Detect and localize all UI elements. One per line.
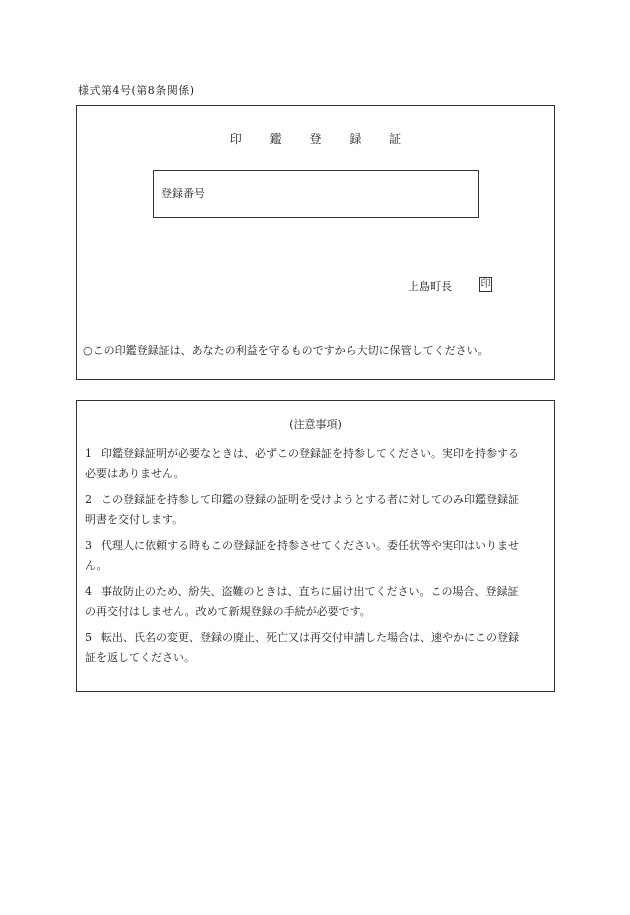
note-number: 1 [85, 447, 92, 460]
note-text [85, 444, 551, 484]
note-line: の再交付はしません。改めて新規登録の手続が必要です。 [85, 605, 371, 618]
registration-number-box [153, 170, 479, 218]
notes-box [76, 400, 555, 692]
note-item [85, 536, 551, 576]
note-text [85, 490, 551, 530]
note-text [85, 628, 551, 668]
note-line: 必要はありません。 [85, 467, 185, 480]
seal-stamp-box: 印 [480, 279, 491, 290]
note-number: 2 [85, 493, 92, 506]
title-char: 登 [309, 132, 322, 146]
title-char: 印 [229, 132, 242, 146]
note-item [85, 444, 551, 484]
note-item [85, 628, 551, 668]
note-number: 4 [85, 585, 92, 598]
card-title [77, 130, 554, 147]
note-number: 5 [85, 631, 92, 644]
note-text [85, 536, 551, 576]
note-item [85, 490, 551, 530]
note-line: この登録証を持参して印鑑の登録の証明を受けようとする者に対してのみ印鑑登録証 [101, 493, 519, 506]
note-number: 3 [85, 539, 92, 552]
note-line: 代理人に依頼する時もこの登録証を持参させてください。委任状等や実印はいりませ [101, 539, 519, 552]
note-item [85, 582, 551, 622]
note-line: 転出、氏名の変更、登録の廃止、死亡又は再交付申請した場合は、速やかにこの登録 [101, 631, 519, 644]
title-char: 証 [389, 132, 402, 146]
note-line: 明書を交付します。 [85, 513, 184, 526]
form-number: 様式第4号(第8条関係) [78, 84, 195, 97]
notes-heading: (注意事項) [289, 418, 342, 431]
seal-registration-card [76, 105, 555, 380]
title-char: 録 [349, 132, 362, 146]
note-line: 証を返してください。 [85, 651, 195, 664]
note-line: ん。 [85, 559, 108, 572]
keep-safe-note: ○この印鑑登録証は、あなたの利益を守るものですから大切に保管してください。 [83, 344, 489, 357]
registration-number-label: 登録番号 [161, 187, 205, 200]
note-text [85, 582, 551, 622]
notes-list [85, 444, 551, 674]
title-char: 鑑 [269, 132, 282, 146]
note-line: 事故防止のため、紛失、盗難のときは、直ちに届け出てください。この場合、登録証 [101, 585, 519, 598]
note-line: 印鑑登録証明が必要なときは、必ずこの登録証を持参してください。実印を持参する [101, 447, 519, 460]
issuer-mayor: 上島町長 [408, 280, 452, 293]
